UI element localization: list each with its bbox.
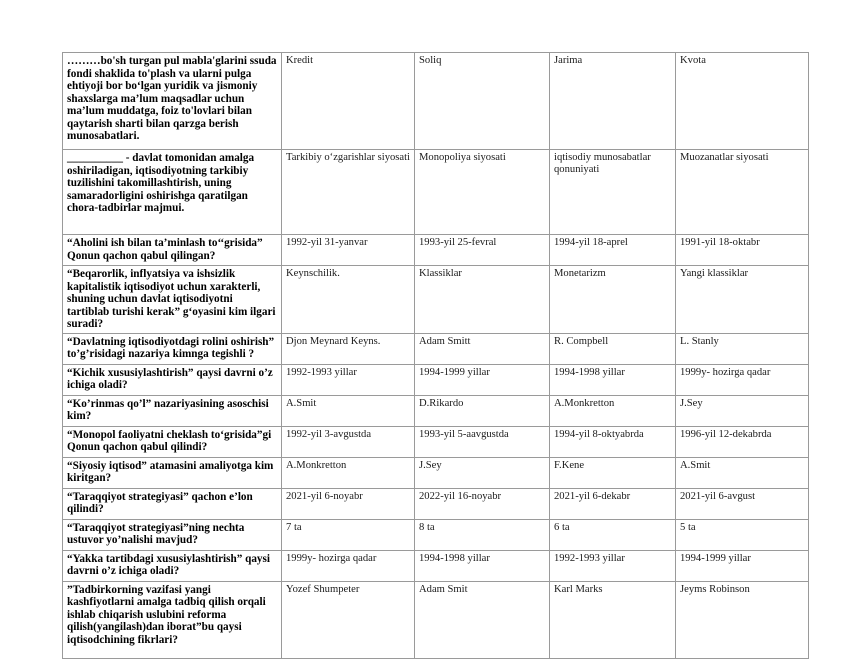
answer-cell-a: A.Smit [282,395,415,426]
answer-cell-c: Monetarizm [550,266,676,334]
answer-cell-c: 1994-1998 yillar [550,364,676,395]
question-cell: “Davlatning iqtisodiyotdagi rolini oshirish” to’g’risidagi nazariya kimnga tegishli ? [63,333,282,364]
answer-cell-d: Kvota [676,53,809,150]
answer-cell-d: 5 ta [676,519,809,550]
question-cell: “Monopol faoliyatni cheklash to‘grisida”gi Qonun qachon qabul qilindi? [63,426,282,457]
answer-cell-d: Muozanatlar siyosati [676,150,809,235]
question-cell: ………bo'sh turgan pul mabla'glarini ssuda fondi shaklida to'plash va ularni pulga ehtiyoji bor bo‘lgan yuridik va jismoniy shaxslarga ma’lum maqsadlar uchun ma’lum muddatga, foiz to'lovlari bilan qaytarish sharti bilan qarzga berish munosabatlari. [63,53,282,150]
question-cell: “Ko’rinmas qo’l” nazariyasining asoschisi kim? [63,395,282,426]
answer-cell-b: J.Sey [415,457,550,488]
answer-cell-c: 6 ta [550,519,676,550]
answer-cell-b: Adam Smitt [415,333,550,364]
table-row [63,488,809,519]
answer-cell-b: 1993-yil 5-aavgustda [415,426,550,457]
answer-cell-a: A.Monkretton [282,457,415,488]
answer-cell-c: Jarima [550,53,676,150]
question-cell: ”Tadbirkorning vazifasi yangi kashfiyotlarni amalga tadbiq qilish orqali ishlab chiqarish uslubini reforma qilish(yangilash)dan iborat”bu qaysi iqtisodchining fikrlari? [63,581,282,658]
answer-cell-c: R. Compbell [550,333,676,364]
table-row [63,364,809,395]
answer-cell-a: Yozef Shumpeter [282,581,415,658]
answer-cell-b: 1994-1998 yillar [415,550,550,581]
question-cell: “Aholini ish bilan ta’minlash to‘‘grisida” Qonun qachon qabul qilingan? [63,235,282,266]
question-cell: “Siyosiy iqtisod” atamasini amaliyotga kim kiritgan? [63,457,282,488]
answer-cell-b: 2022-yil 16-noyabr [415,488,550,519]
answer-cell-a: Djon Meynard Keyns. [282,333,415,364]
answer-cell-a: Kredit [282,53,415,150]
question-cell: “Kichik xususiylashtirish” qaysi davrni o’z ichiga oladi? [63,364,282,395]
answer-cell-a: 2021-yil 6-noyabr [282,488,415,519]
question-cell: __________ - davlat tomonidan amalga oshiriladigan, iqtisodiyotning tarkibiy tuzilishini takomillashtirish, uning samaradorligini oshirishga qaratilgan chora-tadbirlar majmui. [63,150,282,235]
quiz-table [62,52,809,659]
table-row [63,426,809,457]
answer-cell-b: Adam Smit [415,581,550,658]
answer-cell-d: 1996-yil 12-dekabrda [676,426,809,457]
answer-cell-b: Soliq [415,53,550,150]
answer-cell-d: A.Smit [676,457,809,488]
table-row [63,53,809,150]
answer-cell-c: 1994-yil 18-aprel [550,235,676,266]
answer-cell-c: 1992-1993 yillar [550,550,676,581]
answer-cell-d: J.Sey [676,395,809,426]
answer-cell-c: iqtisodiy munosabatlar qonuniyati [550,150,676,235]
answer-cell-d: Jeyms Robinson [676,581,809,658]
answer-cell-c: 2021-yil 6-dekabr [550,488,676,519]
question-cell: “Yakka tartibdagi xususiylashtirish” qaysi davrni o’z ichiga oladi? [63,550,282,581]
table-row [63,457,809,488]
answer-cell-b: 8 ta [415,519,550,550]
answer-cell-a: 7 ta [282,519,415,550]
answer-cell-d: 1991-yil 18-oktabr [676,235,809,266]
question-cell: “Taraqqiyot strategiyasi”ning nechta ustuvor yo’nalishi mavjud? [63,519,282,550]
table-row [63,519,809,550]
answer-cell-b: 1993-yil 25-fevral [415,235,550,266]
table-row [63,235,809,266]
question-cell: “Taraqqiyot strategiyasi” qachon e’lon qilindi? [63,488,282,519]
answer-cell-d: 1994-1999 yillar [676,550,809,581]
answer-cell-b: 1994-1999 yillar [415,364,550,395]
answer-cell-a: Keynschilik. [282,266,415,334]
answer-cell-d: 2021-yil 6-avgust [676,488,809,519]
answer-cell-c: F.Kene [550,457,676,488]
table-row [63,550,809,581]
table-row [63,266,809,334]
answer-cell-a: 1999y- hozirga qadar [282,550,415,581]
table-row [63,395,809,426]
answer-cell-c: Karl Marks [550,581,676,658]
table-row [63,150,809,235]
answer-cell-c: 1994-yil 8-oktyabrda [550,426,676,457]
answer-cell-d: L. Stanly [676,333,809,364]
answer-cell-d: Yangi klassiklar [676,266,809,334]
answer-cell-a: 1992-1993 yillar [282,364,415,395]
answer-cell-b: D.Rikardo [415,395,550,426]
answer-cell-a: Tarkibiy o‘zgarishlar siyosati [282,150,415,235]
answer-cell-c: A.Monkretton [550,395,676,426]
answer-cell-d: 1999y- hozirga qadar [676,364,809,395]
quiz-table-body [63,53,809,659]
answer-cell-b: Monopoliya siyosati [415,150,550,235]
answer-cell-b: Klassiklar [415,266,550,334]
answer-cell-a: 1992-yil 31-yanvar [282,235,415,266]
table-row [63,333,809,364]
table-row [63,581,809,658]
answer-cell-a: 1992-yil 3-avgustda [282,426,415,457]
question-cell: “Beqarorlik, inflyatsiya va ishsizlik kapitalistik iqtisodiyot uchun xarakterli, shuning uchun davlat iqtisodiyotni tartiblab turishi kerak” g‘oyasini kim ilgari suradi? [63,266,282,334]
